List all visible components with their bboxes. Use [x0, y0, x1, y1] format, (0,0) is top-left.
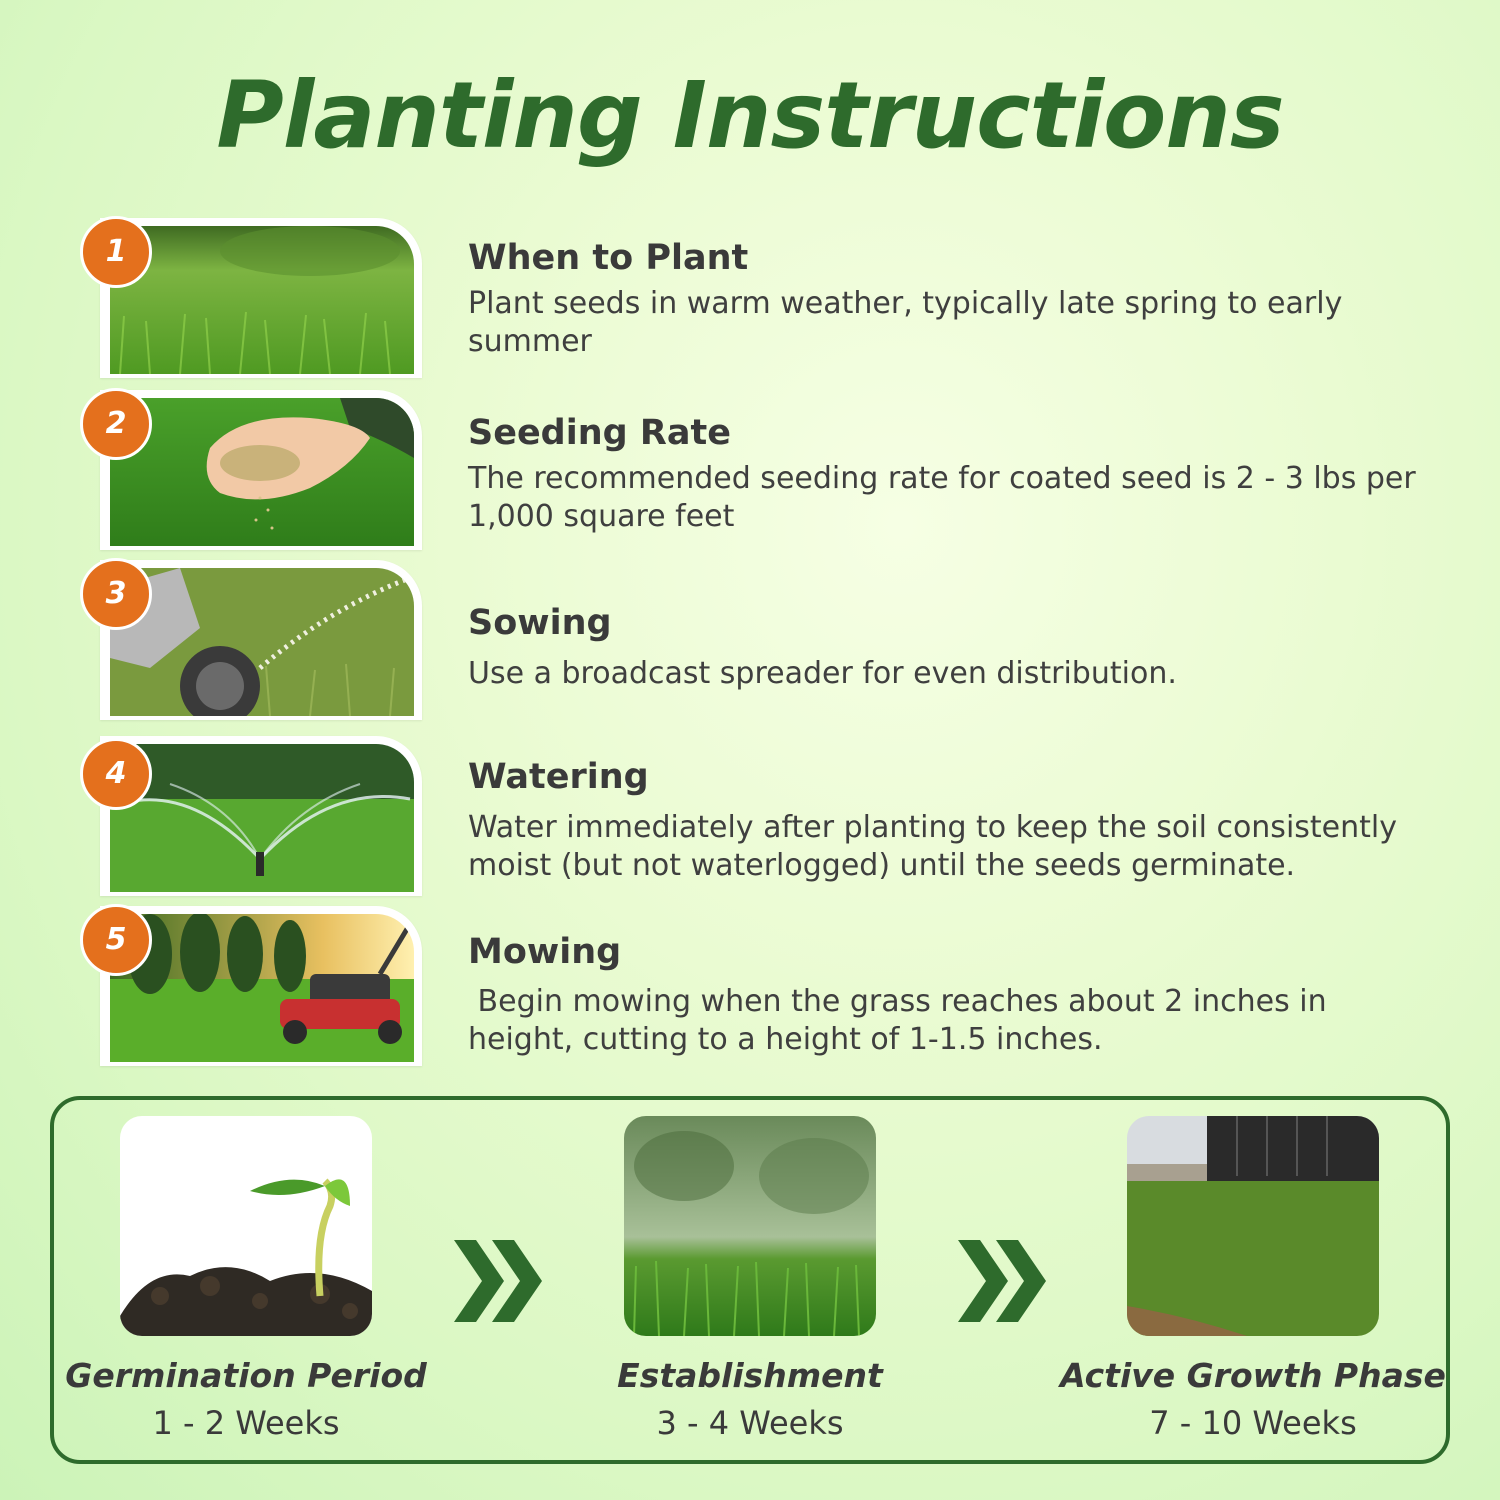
step-3-text: Use a broadcast spreader for even distribution. [468, 656, 1177, 691]
lawn-sprinkler-photo [110, 744, 414, 892]
step-2-text: The recommended seeding rate for coated seed is 2 - 3 lbs per 1,000 square feet [468, 461, 1416, 534]
step-2-number-badge: 2 [80, 388, 152, 460]
step-1-title: When to Plant [468, 238, 749, 278]
step-4-title: Watering [468, 757, 649, 797]
step-5-text: Begin mowing when the grass reaches about 2 inches in height, cutting to a height of 1-1.5 inches. [468, 984, 1337, 1057]
step-3-number-badge: 3 [80, 558, 152, 630]
phase-2-name: Establishment [617, 1356, 883, 1395]
step-4-text: Water immediately after planting to keep the soil consistently moist (but not waterlogged) until the seeds germinate. [468, 810, 1397, 883]
mature-lawn-photo [1127, 1116, 1379, 1336]
page-title: Planting Instructions [216, 62, 1284, 169]
phase-3-name: Active Growth Phase [1060, 1356, 1446, 1395]
chevron-double-right-icon [454, 1240, 544, 1322]
step-5-number-badge: 5 [80, 904, 152, 976]
hand-holding-seeds-photo [110, 398, 414, 546]
phase-3-duration: 7 - 10 Weeks [1149, 1404, 1357, 1442]
step-2-title: Seeding Rate [468, 413, 731, 453]
step-1-number-badge: 1 [80, 216, 152, 288]
step-1-text: Plant seeds in warm weather, typically late spring to early summer [468, 286, 1343, 359]
seedling-sprout-photo [120, 1116, 372, 1336]
step-3-title: Sowing [468, 603, 612, 643]
lawn-grass-photo [110, 226, 414, 374]
young-grass-photo [624, 1116, 876, 1336]
broadcast-spreader-photo [110, 568, 414, 716]
phase-1-name: Germination Period [65, 1356, 427, 1395]
step-5-title: Mowing [468, 932, 622, 972]
phase-1-duration: 1 - 2 Weeks [152, 1404, 340, 1442]
phase-2-duration: 3 - 4 Weeks [656, 1404, 844, 1442]
chevron-double-right-icon [958, 1240, 1048, 1322]
lawn-mower-photo [110, 914, 414, 1062]
step-4-number-badge: 4 [80, 738, 152, 810]
